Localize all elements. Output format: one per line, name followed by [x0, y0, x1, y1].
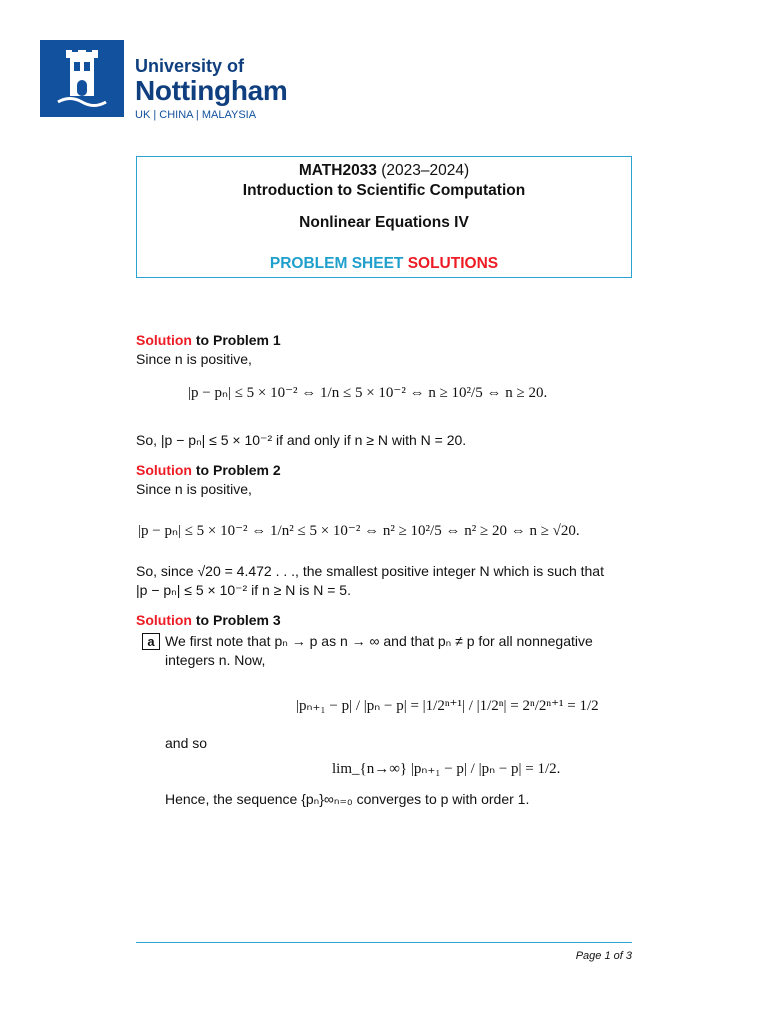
part-label-box: a [142, 633, 160, 650]
university-name-line2: Nottingham [135, 75, 288, 106]
problem-3-line2: integers n. Now, [165, 652, 266, 668]
course-years: (2023–2024) [381, 162, 470, 179]
problem-2-heading [136, 461, 281, 480]
problem-1-intro: Since n is positive, [136, 351, 252, 367]
solution-label: Solution [136, 612, 192, 628]
sheet-suffix: SOLUTIONS [407, 255, 499, 272]
problem-1-heading [136, 331, 281, 350]
problem-1-conclusion: So, |p − pₙ| ≤ 5 × 10⁻² if and only if n ≥ N with N = 20. [136, 432, 467, 448]
castle-crest-icon [40, 40, 124, 117]
page-number: Page 1 of 3 [575, 950, 632, 962]
title-box [136, 156, 632, 278]
problem-3-and-so: and so [165, 735, 208, 751]
course-code: MATH2033 [298, 162, 377, 179]
problem-label: to Problem 2 [195, 462, 281, 478]
problem-3-ratio-equation: |pₙ₊₁ − p| / |pₙ − p| = |1/2ⁿ⁺¹| / |1/2ⁿ| = 2ⁿ/2ⁿ⁺¹ = 1/2 [296, 698, 599, 714]
problem-3-heading [136, 611, 281, 630]
course-code-line [137, 161, 631, 181]
footer-rule [136, 942, 632, 943]
university-wordmark [135, 56, 288, 123]
problem-2-conclusion-line2: |p − pₙ| ≤ 5 × 10⁻² if n ≥ N is N = 5. [136, 582, 351, 598]
problem-label: to Problem 1 [195, 332, 281, 348]
problem-3-line1: We first note that pₙ → p as n → ∞ and that pₙ ≠ p for all nonnegative [165, 633, 593, 649]
problem-3-limit: lim_{n→∞} |pₙ₊₁ − p| / |pₙ − p| = 1/2. [332, 761, 561, 777]
problem-2-conclusion-line1: So, since √20 = 4.472 . . ., the smallest positive integer N which is such that [136, 563, 604, 579]
problem-2-equation: |p − pₙ| ≤ 5 × 10⁻² ⇔ 1/n² ≤ 5 × 10⁻² ⇔ n² ≥ 10²/5 ⇔ n² ≥ 20 ⇔ n ≥ √20. [138, 523, 580, 539]
problem-1-equation: |p − pₙ| ≤ 5 × 10⁻² ⇔ 1/n ≤ 5 × 10⁻² ⇔ n ≥ 10²/5 ⇔ n ≥ 20. [188, 385, 548, 401]
university-name-line1: University of [135, 56, 245, 76]
course-title: Introduction to Scientific Computation [242, 182, 526, 199]
solution-label: Solution [136, 462, 192, 478]
university-logo [40, 40, 124, 117]
problem-label: to Problem 3 [195, 612, 281, 628]
sheet-heading [137, 254, 631, 274]
sheet-prefix: PROBLEM SHEET [269, 255, 404, 272]
problem-2-intro: Since n is positive, [136, 481, 252, 497]
part-a-label [142, 632, 160, 651]
university-campuses: UK | CHINA | MALAYSIA [135, 109, 257, 121]
sheet-topic: Nonlinear Equations IV [299, 214, 469, 231]
solution-label: Solution [136, 332, 192, 348]
problem-3-conclusion: Hence, the sequence {pₙ}∞ₙ₌₀ converges to p with order 1. [165, 791, 530, 807]
